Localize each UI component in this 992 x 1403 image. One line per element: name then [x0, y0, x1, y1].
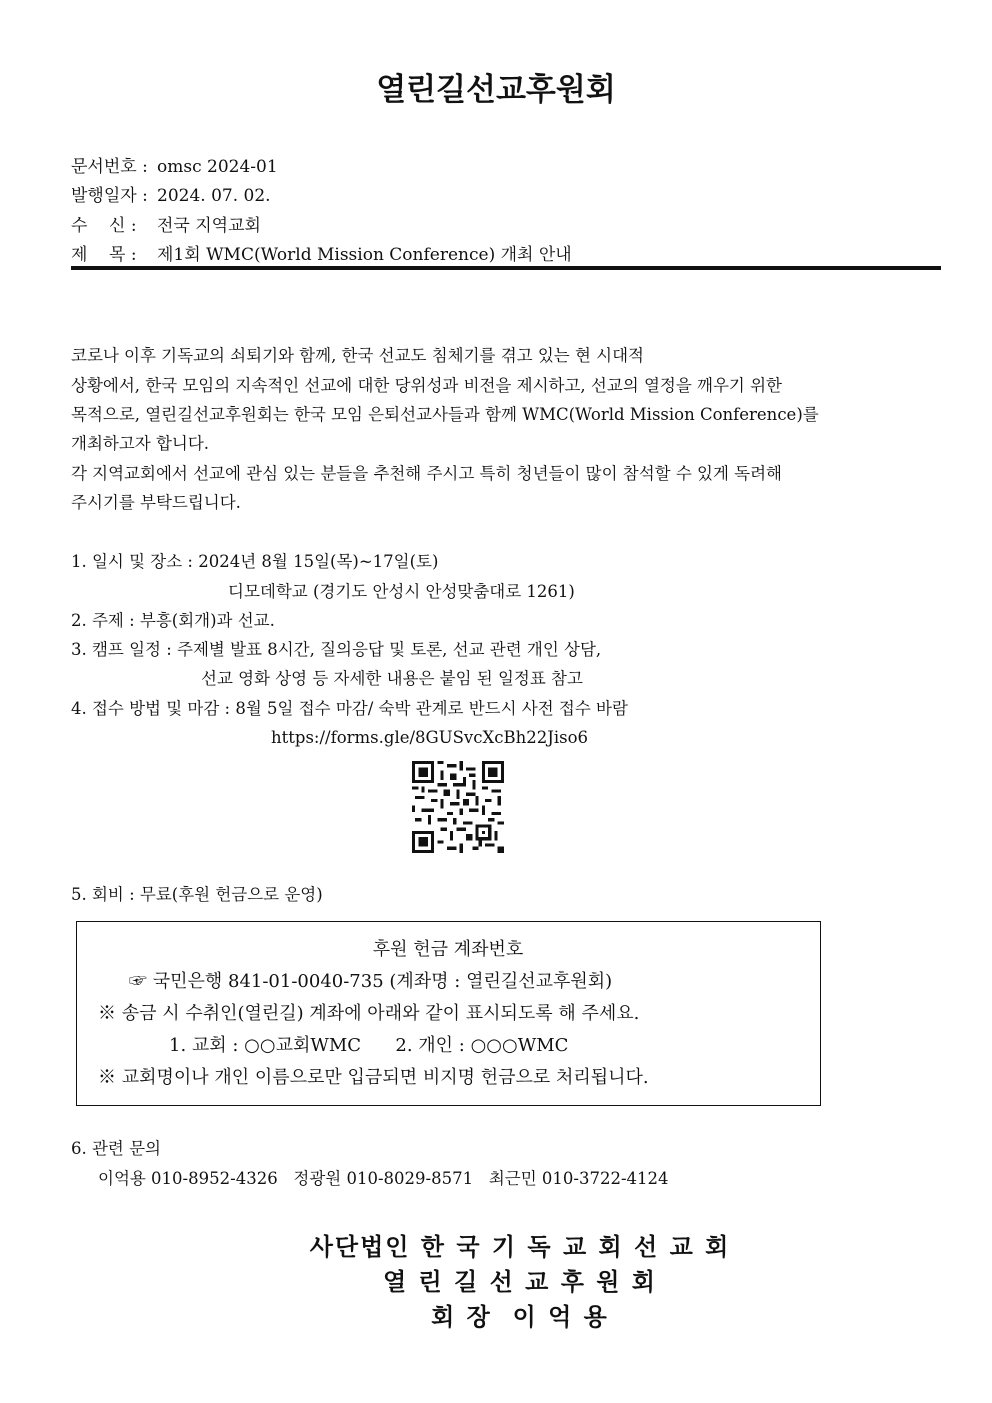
document-title: 열린길선교후원회	[376, 72, 616, 108]
meta-doc-number	[71, 157, 278, 177]
meta-value: 제1회 WMC(World Mission Conference) 개최 안내	[157, 245, 572, 265]
footer-chairman: 회 장 이 억 용	[431, 1303, 609, 1331]
qr-code-icon[interactable]	[412, 761, 504, 853]
donation-account-box	[76, 921, 821, 1106]
meta-label: 발행일자 :	[71, 186, 148, 206]
intro-line: 목적으로, 열린길선교후원회는 한국 모임 은퇴선교사들과 함께 WMC(World Mission Conference)를	[71, 405, 819, 424]
item-theme: 2. 주제 : 부흥(회개)과 선교.	[71, 611, 275, 630]
donation-examples: 1. 교회 : ○○교회WMC 2. 개인 : ○○○WMC	[169, 1035, 569, 1056]
donation-note-1: ※ 송금 시 수취인(열린길) 계좌에 아래와 같이 표시되도록 해 주세요.	[98, 1003, 640, 1024]
intro-line: 개최하고자 합니다.	[71, 434, 210, 453]
donation-account: ☞ 국민은행 841-01-0040-735 (계좌명 : 열린길선교후원회)	[129, 971, 613, 992]
item-inquiry: 6. 관련 문의	[71, 1139, 161, 1158]
footer-organization: 사단법인 한 국 기 독 교 회 선 교 회	[309, 1233, 731, 1261]
meta-label: 수 신 :	[71, 216, 137, 236]
meta-recipient	[71, 216, 261, 236]
donation-note-2: ※ 교회명이나 개인 이름으로만 입금되면 비지명 헌금으로 처리됩니다.	[98, 1067, 649, 1088]
registration-link[interactable]: https://forms.gle/8GUSvcXcBh22Jiso6	[271, 728, 589, 747]
item-date-place: 1. 일시 및 장소 : 2024년 8월 15일(목)~17일(토)	[71, 552, 439, 571]
meta-issue-date	[71, 186, 271, 206]
item-venue: 디모데학교 (경기도 안성시 안성맞춤대로 1261)	[228, 582, 575, 601]
meta-label: 제 목 :	[71, 245, 137, 265]
meta-value: 전국 지역교회	[157, 216, 261, 236]
item-schedule-detail: 선교 영화 상영 등 자세한 내용은 붙임 된 일정표 참고	[201, 669, 583, 688]
meta-value: omsc 2024-01	[157, 157, 278, 177]
footer-committee: 열 린 길 선 교 후 원 회	[383, 1268, 657, 1296]
meta-label: 문서번호 :	[71, 157, 148, 177]
item-fee: 5. 회비 : 무료(후원 헌금으로 운영)	[71, 885, 323, 904]
intro-line: 각 지역교회에서 선교에 관심 있는 분들을 추천해 주시고 특히 청년들이 많이 참석할 수 있게 독려해	[71, 464, 782, 483]
intro-line: 코로나 이후 기독교의 쇠퇴기와 함께, 한국 선교도 침체기를 겪고 있는 현 시대적	[71, 346, 644, 365]
item-registration: 4. 접수 방법 및 마감 : 8월 5일 접수 마감/ 숙박 관계로 반드시 사전 접수 바람	[71, 699, 628, 718]
donation-heading: 후원 헌금 계좌번호	[372, 939, 524, 960]
inquiry-contacts: 이억용 010-8952-4326 정광원 010-8029-8571 최근민 010-3722-4124	[98, 1169, 669, 1188]
header-divider	[71, 266, 941, 270]
meta-subject	[71, 245, 572, 265]
meta-value: 2024. 07. 02.	[157, 186, 271, 206]
intro-line: 주시기를 부탁드립니다.	[71, 493, 241, 512]
item-schedule: 3. 캠프 일정 : 주제별 발표 8시간, 질의응답 및 토론, 선교 관련 개인 상담,	[71, 640, 602, 659]
intro-line: 상황에서, 한국 모임의 지속적인 선교에 대한 당위성과 비전을 제시하고, 선교의 열정을 깨우기 위한	[71, 376, 782, 395]
